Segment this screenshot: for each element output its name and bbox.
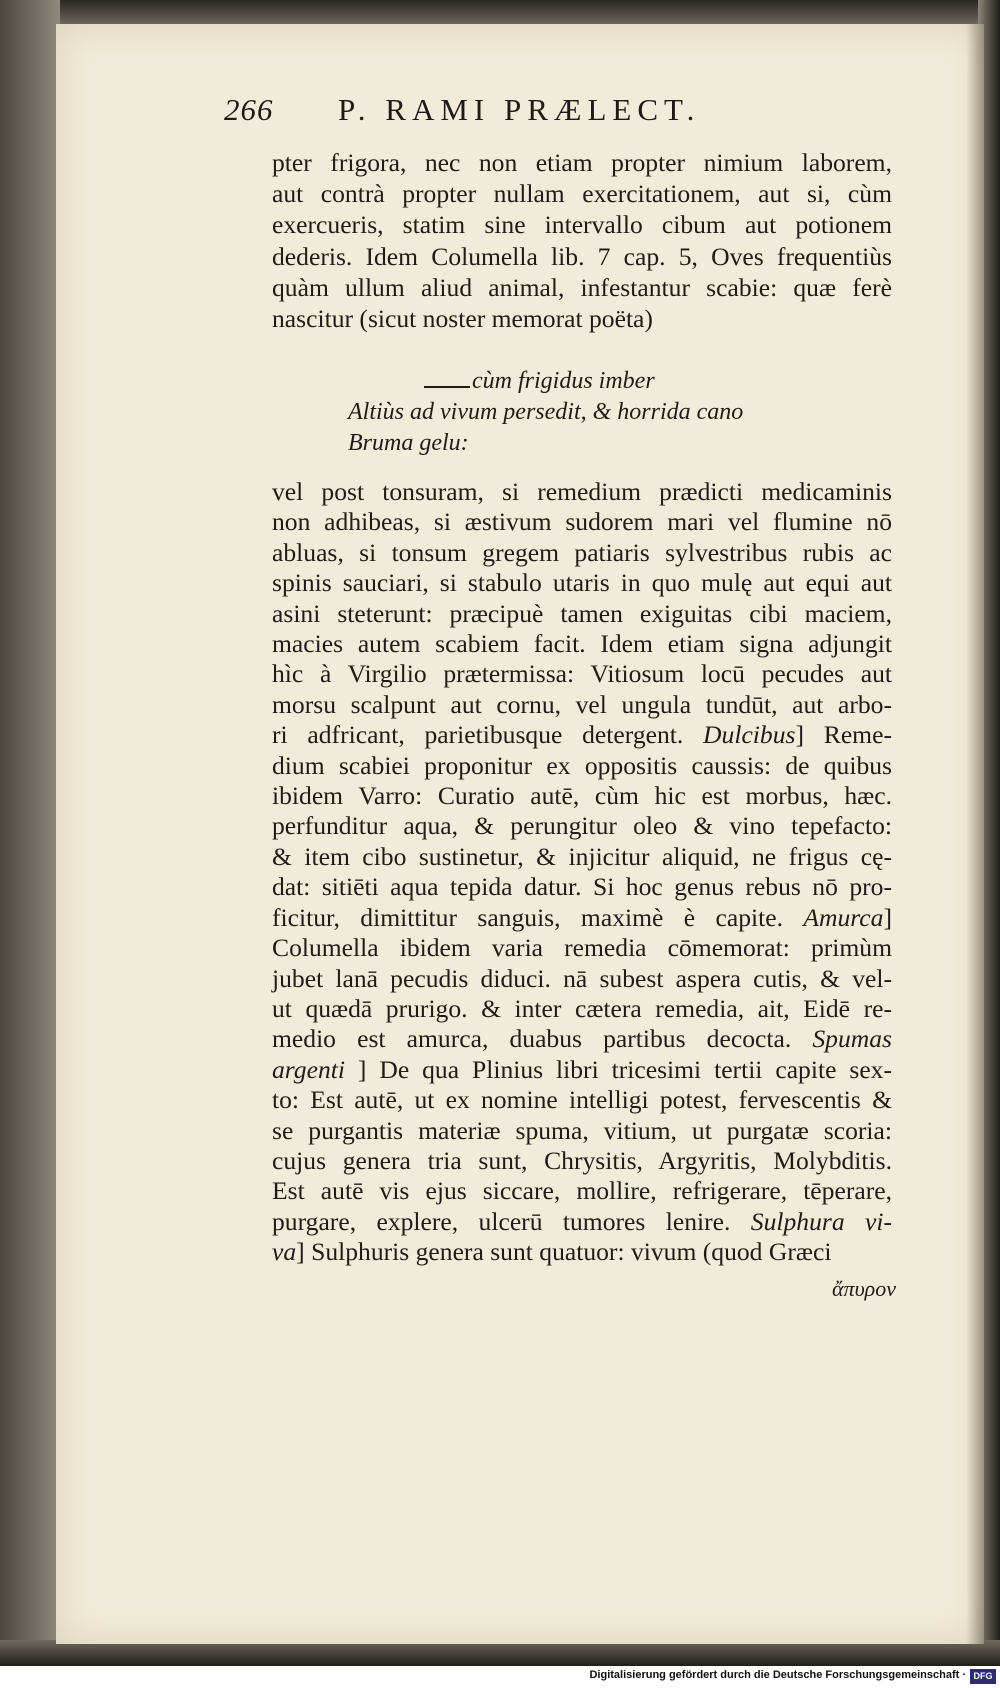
catchword: ἄπυρον (832, 1276, 896, 1301)
text-line: perfunditur aqua, & perungitur oleo & vino tepefacto: (272, 811, 892, 841)
lemma-italic: Dulcibus (703, 720, 796, 750)
text-line: vel post tonsuram, si remedium prædicti medicaminis (272, 477, 892, 506)
lemma-italic: va (272, 1237, 297, 1267)
text-line: abluas, si tonsum gregem patiaris sylvestribus rubis ac (272, 537, 892, 567)
text-line: ut quædā prurigo. & inter cætera remedia, ait, Eidē re- (272, 993, 892, 1023)
text-segment: ri adfricant, parietibusque detergent. (272, 720, 704, 750)
text-line: se purgantis materiæ spuma, vitium, ut purgatæ scoria: (272, 1115, 892, 1145)
text-line: dat: sitiēti aqua tepida datur. Si hoc genus rebus nō pro- (272, 872, 892, 902)
running-title: P. RAMI PRÆLECT. (338, 92, 701, 127)
text-line: asini steterunt: præcipuè tamen exiguitas cibi maciem, (272, 598, 892, 628)
text-line: hìc à Virgilio prætermissa: Vitiosum locū pecudes aut (272, 659, 892, 689)
paragraph-2 (272, 477, 892, 1268)
text-line: dium scabiei proponitur ex oppositis caussis: de quibus (272, 750, 892, 780)
text-line: exercueris, statim sine intervallo cibum aut potionem (272, 210, 892, 240)
text-segment: purgare, explere, ulcerū tumores lenire. (272, 1206, 751, 1236)
page-number: 266 (224, 92, 274, 127)
text-line: spinis sauciari, si stabulo utaris in quo mulę aut equi aut (272, 568, 892, 598)
dfg-logo: DFG (970, 1669, 996, 1684)
text-line (272, 1237, 892, 1267)
book-edge-left (0, 0, 60, 1660)
text-line: Columella ibidem varia remedia cōmemorat: primùm (272, 933, 892, 963)
lemma-italic: Sulphura vi- (750, 1206, 892, 1236)
text-line (272, 1207, 892, 1237)
text-line: pter frigora, nec non etiam propter nimium laborem, (272, 148, 892, 177)
text-line (272, 720, 892, 750)
text-line (272, 903, 892, 933)
verse-line-3: Bruma gelu: (348, 430, 469, 456)
text-line: dederis. Idem Columella lib. 7 cap. 5, Oves frequentiùs (272, 241, 892, 271)
text-line: to: Est autē, ut ex nomine intelligi potest, fervescentis & (272, 1085, 892, 1115)
verse-quotation (340, 366, 840, 459)
verse-line-2: Altiùs ad vivum persedit, & horrida cano (348, 399, 744, 425)
text-line: macies autem scabiem facit. Idem etiam signa adjungit (272, 629, 892, 659)
verse-line-1 (340, 366, 840, 397)
page-header (224, 92, 844, 128)
text-line: morsu scalpunt aut cornu, vel ungula tundūt, aut arbo- (272, 689, 892, 719)
book-edge-top (0, 0, 1000, 24)
page-spine-shadow (966, 24, 984, 1644)
text-line: jubet lanā pecudis diduci. nā subest aspera cutis, & vel- (272, 963, 892, 993)
text-line: Est autē vis ejus siccare, mollire, refrigerare, tēperare, (272, 1176, 892, 1206)
text-line: & item cibo sustinetur, & injicitur aliquid, ne frigus cę- (272, 841, 892, 871)
lemma-italic: Spumas (812, 1024, 892, 1054)
text-segment: ] Reme- (795, 720, 892, 750)
text-line: aut contrà propter nullam exercitationem, aut si, cùm (272, 179, 892, 209)
text-line: nascitur (sicut noster memorat poëta) (272, 304, 653, 334)
lemma-italic: argenti (272, 1054, 345, 1084)
verse-line-1-text: cùm frigidus imber (472, 368, 655, 394)
text-line: cujus genera tria sunt, Chrysitis, Argyritis, Molybditis. (272, 1145, 892, 1175)
lemma-italic: Amurca (803, 902, 884, 932)
text-line: non adhibeas, si æstivum sudorem mari vel flumine nō (272, 507, 892, 537)
digitization-footer (0, 1666, 1000, 1688)
text-line: ibidem Varro: Curatio autē, cùm hic est morbus, hæc. (272, 781, 892, 811)
verse-dash (424, 376, 470, 388)
text-segment: ] Sulphuris genera sunt quatuor: vivum (quod Græci (296, 1237, 832, 1267)
text-line (272, 1055, 892, 1085)
text-line (272, 1024, 892, 1054)
footer-credit: Digitalisierung gefördert durch die Deutsche Forschungsgemeinschaft · (589, 1669, 966, 1681)
paragraph-1 (272, 147, 892, 334)
text-segment: ] De qua Plinius libri tricesimi tertii capite sex- (344, 1054, 892, 1084)
text-segment: ficitur, dimittitur sanguis, maximè è capite. (272, 902, 804, 932)
text-segment: ] (883, 902, 892, 932)
text-line: quàm ullum aliud animal, infestantur scabie: quæ ferè (272, 272, 892, 302)
text-segment: medio est amurca, duabus partibus decocta. (272, 1024, 813, 1054)
